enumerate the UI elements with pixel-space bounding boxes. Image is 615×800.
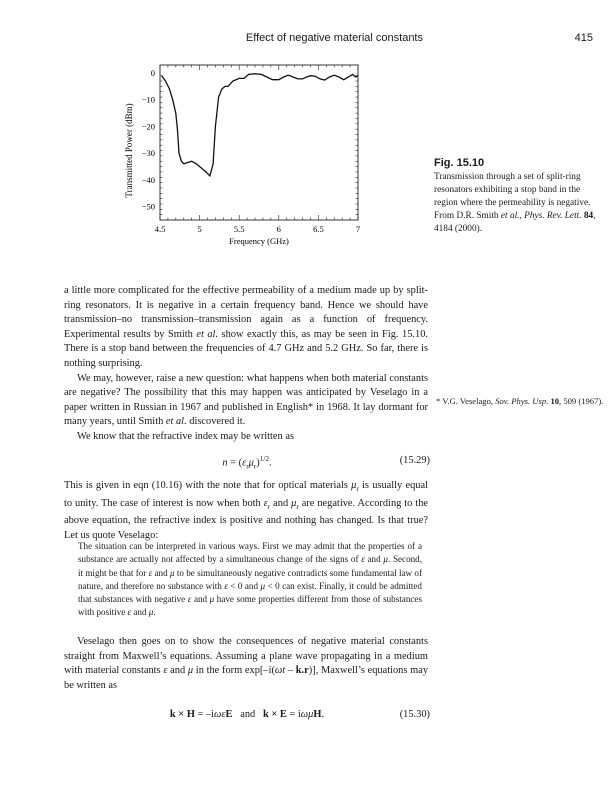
x-tick-label: 6 (276, 224, 281, 234)
eq-symbol: . (269, 457, 272, 469)
quote-text: have some properties different from those of substances with positive (78, 594, 422, 618)
y-tick-label: −40 (141, 174, 155, 185)
math-symbol: ε (148, 567, 153, 578)
eq-symbol: and (232, 709, 264, 720)
y-tick-label: −30 (141, 148, 155, 159)
math-symbol: ε (263, 497, 268, 509)
eq-symbol: k × H (169, 709, 195, 720)
veselago-quote (78, 540, 422, 620)
caption-volume: 84 (583, 211, 594, 221)
caption-journal: Phys. Rev. Lett. (524, 211, 582, 221)
eq-symbol: ε (242, 457, 247, 469)
quote-text: and (191, 594, 210, 605)
eq-symbol: ωμ (300, 709, 314, 720)
body-paragraph-1 (64, 284, 428, 445)
x-tick-label: 6.5 (313, 224, 324, 234)
math-symbol: μ (169, 567, 175, 578)
caption-text: et al. (500, 211, 520, 221)
math-symbol: r (356, 485, 359, 494)
series-line-transmission (162, 74, 358, 176)
math-symbol: μ (260, 580, 266, 591)
math-symbol: r (296, 502, 299, 511)
eq-symbol: = i (286, 709, 301, 720)
math-symbol: ε (187, 594, 192, 605)
figure-number: Fig. 15.10 (434, 157, 485, 169)
running-title: Effect of negative material constants (245, 32, 423, 44)
quote-text: < 0 and (227, 580, 261, 591)
math-symbol: k.r (295, 665, 309, 677)
equation-number: (15.29) (399, 455, 430, 466)
equation-formula (64, 709, 430, 720)
body-paragraph-5 (64, 635, 428, 693)
eq-symbol: ωε (214, 709, 226, 720)
eq-symbol: = ( (227, 457, 243, 469)
paragraph-text: – (285, 665, 296, 677)
paragraph-text: discovered it. (186, 416, 246, 428)
math-symbol: μ (209, 594, 215, 605)
quote-text: and (364, 554, 384, 565)
paragraph-text: a little more complicated for the effective permeability of a medium made up by split-ring resonators. It is negative in a certain frequency band. Hence we should have transmission–no transmission–transmission again as a function of frequency. Experimental results by Smith (64, 285, 428, 340)
footnote-volume: 10 (550, 396, 560, 406)
math-symbol: ε (163, 665, 168, 677)
x-tick-label: 7 (355, 224, 361, 234)
math-symbol: ε (224, 580, 228, 591)
eq-symbol: . (321, 709, 325, 720)
eq-symbol: μ (248, 457, 254, 469)
footnote-journal: Sov. Phys. Usp. (495, 396, 549, 406)
x-tick-label: 5.5 (233, 224, 245, 234)
eq-symbol: 1/2 (259, 455, 270, 463)
paragraph-text: et al. (165, 416, 187, 428)
caption-text: Transmission through a set of split-ring resonators exhibiting a stop band in the region where the permeability is negative. From D.R. Smith (434, 172, 591, 221)
eq-symbol: r (253, 462, 257, 471)
math-symbol: ε (127, 607, 132, 618)
caption-text: , 4184 (2000). (434, 211, 596, 234)
quote-text: < 0 can exist. Finally, it could be admitted that substances with negative (78, 580, 422, 605)
y-tick-label: −10 (141, 94, 155, 105)
math-symbol: ε (361, 554, 365, 565)
plot-frame (160, 65, 358, 220)
eq-symbol: n (222, 457, 228, 469)
y-tick-label: −50 (141, 201, 155, 212)
math-symbol: μ (351, 480, 357, 491)
eq-symbol: = –i (194, 709, 215, 720)
math-symbol: μ (383, 554, 388, 565)
eq-symbol: r (246, 462, 249, 471)
math-symbol: μ (291, 497, 297, 509)
eq-symbol: k × E (263, 709, 287, 720)
quote-text: . Second, it might be that for (78, 554, 422, 578)
equation-formula (64, 455, 430, 471)
equation-number: (15.30) (399, 709, 430, 720)
transmission-chart (118, 52, 418, 252)
quote-text: and (131, 607, 149, 618)
x-tick-label: 5 (197, 224, 202, 234)
math-symbol: ωt (274, 665, 286, 677)
footnote-text: , 509 (1967). (559, 396, 604, 406)
paragraph-text: and (270, 497, 292, 509)
caption-text: , (519, 211, 525, 221)
quote-text: and (152, 567, 170, 578)
quote-text: The situation can be interpreted in various ways. First we may admit that the properties of a substance are actually not affected by a simultaneous change of the signs of (78, 541, 422, 565)
page-header (0, 32, 615, 48)
figure-caption (434, 157, 604, 236)
y-tick-label: 0 (150, 68, 155, 79)
quote-text: to be simultaneously negative contradicts some fundamental law of nature, and therefore no substance with (78, 567, 422, 591)
paragraph-text: This is given in eqn (10.16) with the note that for optical materials (64, 480, 352, 491)
paragraph-text: are negative. According to the above equation, the refractive index is positive and nothing has changed. Is that true? Let us quote Veselago: (64, 497, 428, 541)
paragraph-text: and (167, 665, 188, 677)
footnote-text: * V.G. Veselago, (436, 396, 496, 406)
paragraph-text: in the form exp[–i( (193, 665, 275, 677)
paragraph-text: et al. (196, 328, 219, 340)
math-symbol: μ (148, 607, 154, 618)
paragraph-text: )], Maxwell’s equations may be written as (64, 665, 429, 691)
y-tick-label: −20 (141, 121, 155, 132)
paragraph-text: show exactly this, as may be seen in Fig. 15.10. There is a stop band between the frequencies of 4.7 GHz and 5.2 GHz. So far, there is nothing surprising. (64, 328, 428, 369)
chart-frame (160, 65, 358, 220)
y-axis-label: Transmitted Power (dBm) (124, 103, 134, 198)
paragraph-text: We know that the refractive index may be written as (77, 430, 294, 442)
paragraph-text: We may, however, raise a new question: what happens when both material constants are negative? The possibility that this may happen was anticipated by Veselago in a paper written in Russian in 1967 and published in English* in 1968. It lay dormant for many years, until Smith (64, 372, 428, 428)
math-symbol: r (267, 502, 271, 511)
x-tick-label: 4.5 (154, 224, 166, 234)
paragraph-text: Veselago then goes on to show the consequences of negative material constants straight from Maxwell’s equations. Assuming a plane wave propagating in a medium with material constants (64, 636, 428, 677)
quote-text: . (153, 607, 156, 618)
body-paragraph-4 (64, 479, 428, 544)
paragraph-text: is usually equal to unity. The case of interest is now when both (64, 480, 428, 509)
x-axis-label: Frequency (GHz) (229, 236, 289, 246)
eq-symbol: ) (256, 457, 260, 469)
page-number: 415 (574, 32, 593, 44)
math-symbol: μ (187, 665, 194, 677)
eq-symbol: H (313, 709, 322, 720)
eq-symbol: E (225, 709, 233, 720)
footnote (436, 395, 612, 407)
